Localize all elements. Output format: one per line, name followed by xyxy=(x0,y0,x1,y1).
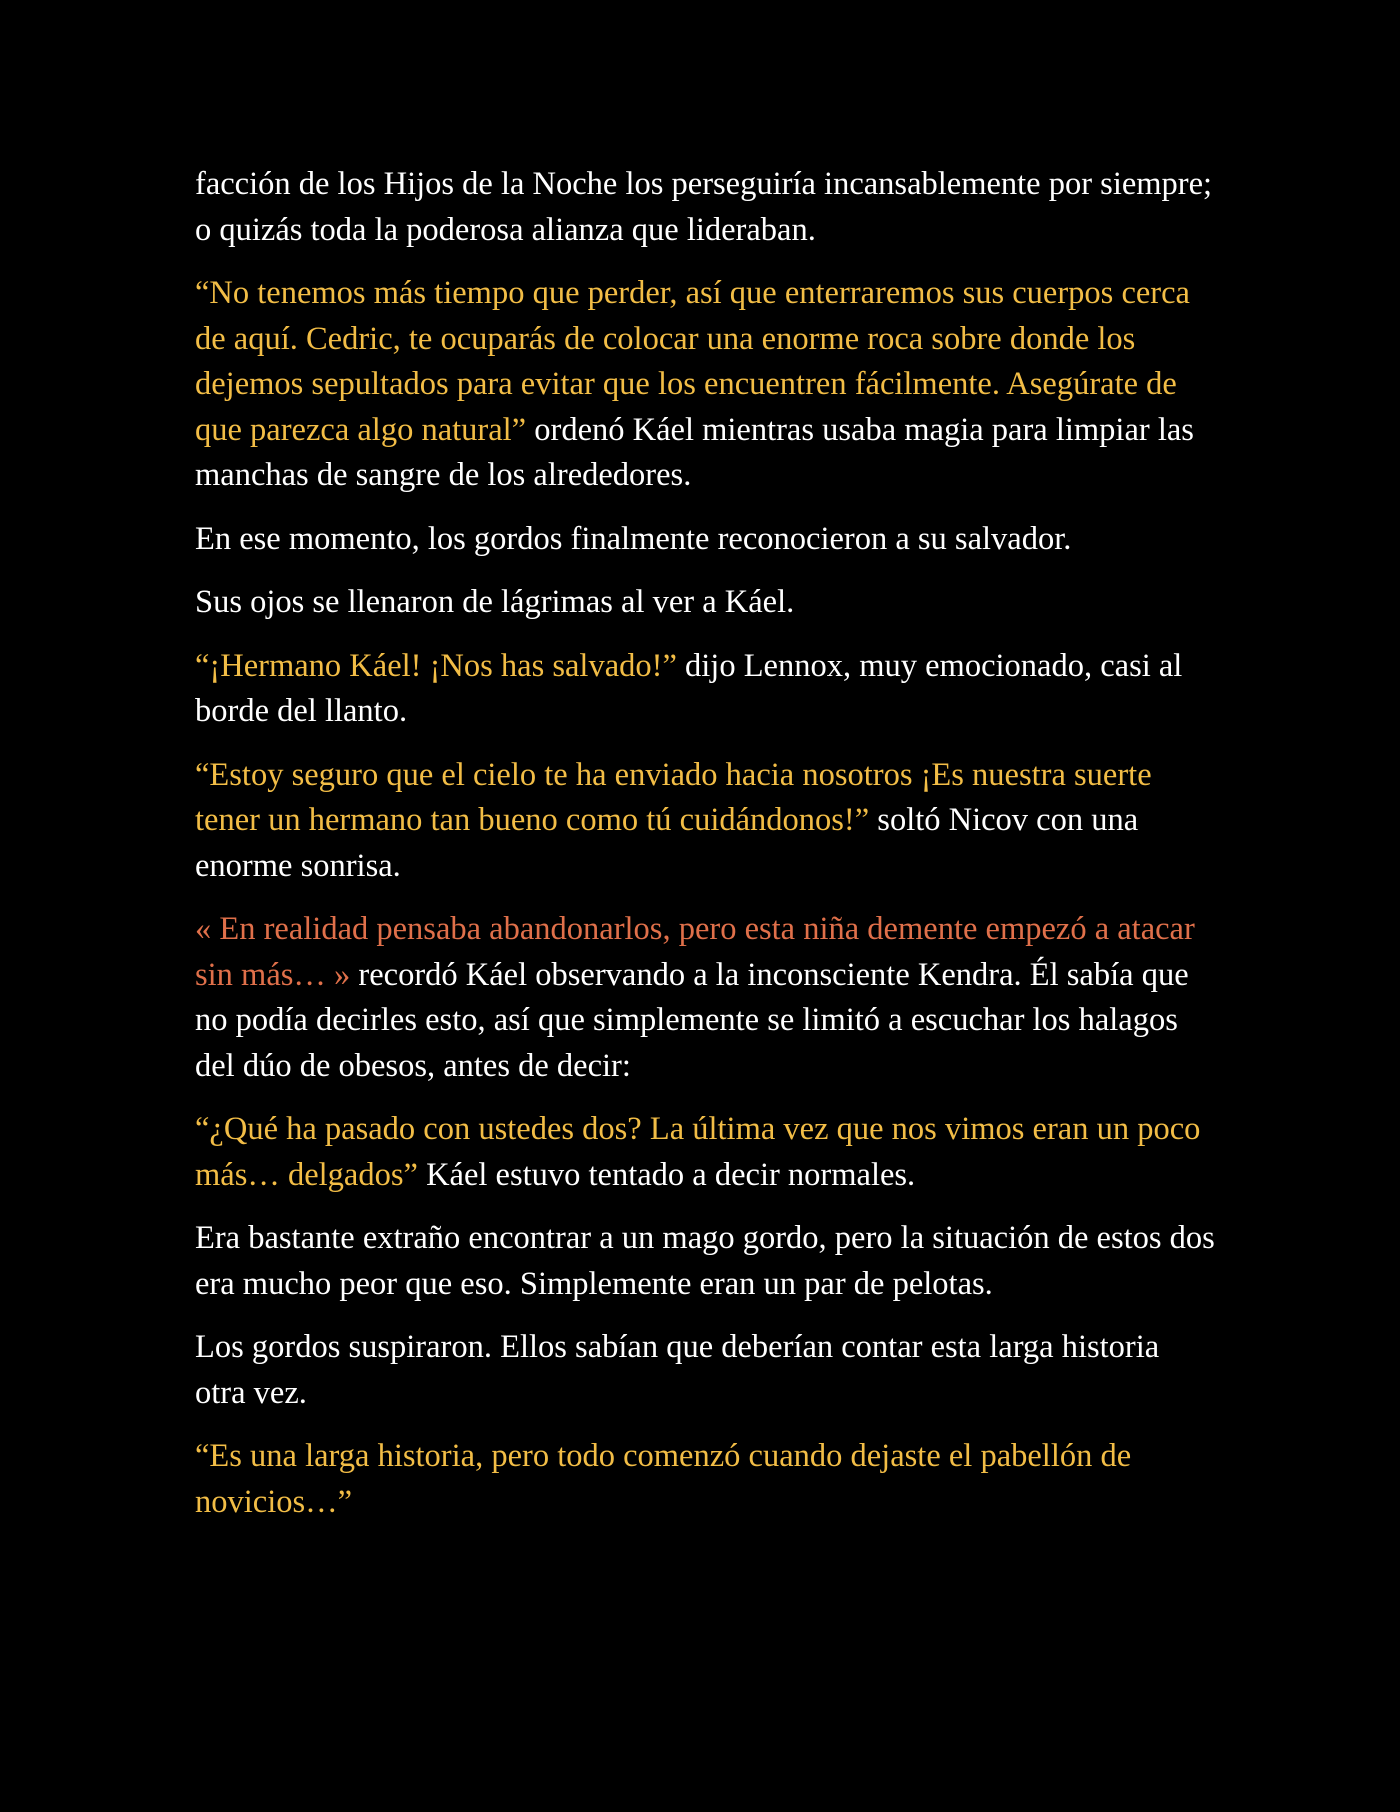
narration-text: Sus ojos se llenaron de lágrimas al ver a Káel. xyxy=(195,584,795,620)
paragraph xyxy=(195,162,1215,253)
dialogue-text: “Es una larga historia, pero todo comenzó cuando dejaste el pabellón de novicios…” xyxy=(195,1438,1132,1520)
paragraph xyxy=(195,580,1215,626)
paragraph xyxy=(195,907,1215,1089)
dialogue-text: “¡Hermano Káel! ¡Nos has salvado!” xyxy=(195,647,677,684)
dialogue-text: “No tenemos más tiempo que perder, así que enterraremos sus cuerpos cerca de aquí. Cedric, te ocuparás de colocar una enorme roca sobre donde los dejemos sepultados para evitar que los encuentren fácilmente. Asegúrate de que parezca algo natural” xyxy=(195,275,1190,448)
paragraph xyxy=(195,517,1215,563)
narration-text: Káel estuvo tentado a decir normales. xyxy=(417,1156,916,1193)
paragraph xyxy=(195,753,1215,890)
dialogue-text: “Estoy seguro que el cielo te ha enviado hacia nosotros ¡Es nuestra suerte tener un hermano tan bueno como tú cuidándonos!” xyxy=(195,756,1152,838)
narration-text: Era bastante extraño encontrar a un mago gordo, pero la situación de estos dos era mucho peor que eso. Simplemente eran un par de pelotas. xyxy=(195,1220,1215,1302)
paragraph xyxy=(195,1434,1215,1525)
document-page xyxy=(195,162,1215,1543)
paragraph xyxy=(195,1216,1215,1307)
narration-text: soltó Nicov con una enorme sonrisa. xyxy=(195,802,1139,884)
paragraph xyxy=(195,1325,1215,1416)
thought-text: « En realidad pensaba abandonarlos, pero esta niña demente empezó a atacar sin más… » xyxy=(195,911,1195,993)
narration-text: facción de los Hijos de la Noche los perseguiría incansablemente por siempre; o quizás toda la poderosa alianza que lideraban. xyxy=(195,166,1213,248)
paragraph xyxy=(195,271,1215,499)
narration-text: ordenó Káel mientras usaba magia para limpiar las manchas de sangre de los alrededores. xyxy=(195,411,1194,493)
paragraph xyxy=(195,644,1215,735)
narration-text: recordó Káel observando a la inconsciente Kendra. Él sabía que no podía decirles esto, así que simplemente se limitó a escuchar los halagos del dúo de obesos, antes de decir: xyxy=(195,956,1189,1084)
narration-text: Los gordos suspiraron. Ellos sabían que deberían contar esta larga historia otra vez. xyxy=(195,1329,1160,1411)
narration-text: dijo Lennox, muy emocionado, casi al borde del llanto. xyxy=(195,647,1183,729)
paragraph xyxy=(195,1107,1215,1198)
narration-text: En ese momento, los gordos finalmente reconocieron a su salvador. xyxy=(195,520,1072,557)
dialogue-text: “¿Qué ha pasado con ustedes dos? La última vez que nos vimos eran un poco más… delgados” xyxy=(195,1111,1201,1193)
